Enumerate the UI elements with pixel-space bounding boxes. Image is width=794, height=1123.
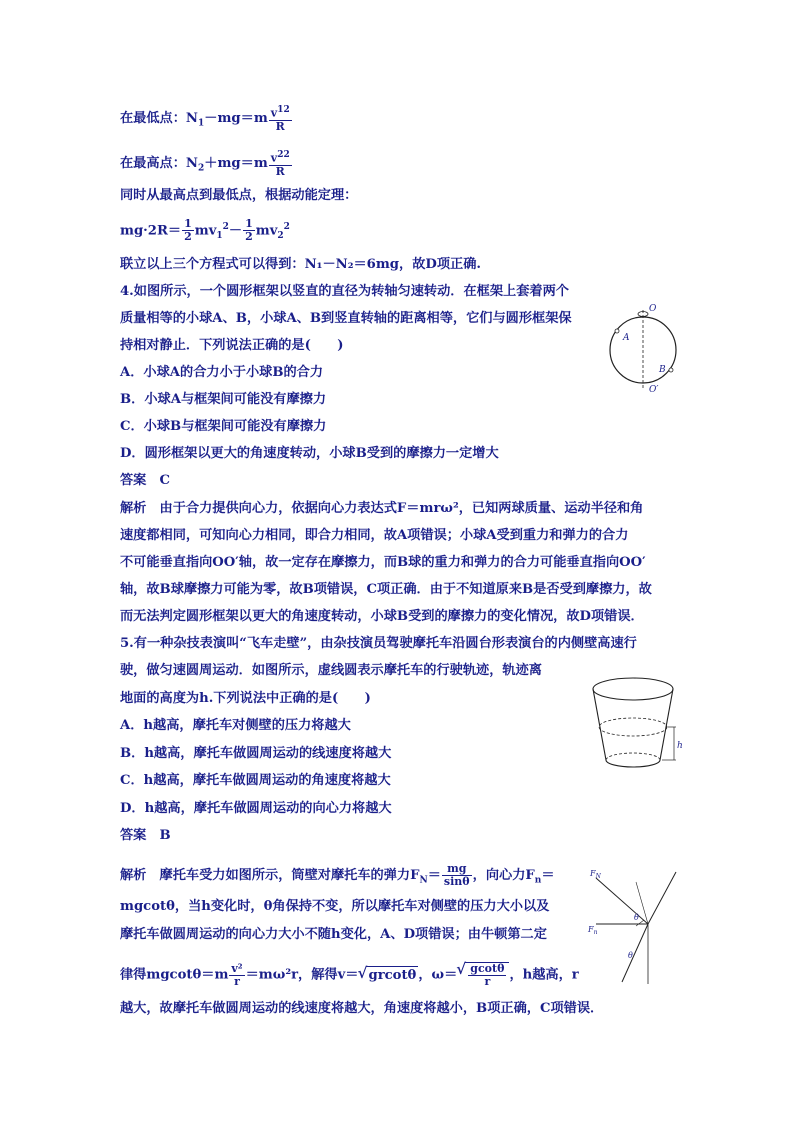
q5-stem-line3: 地面的高度为h.下列说法中正确的是( )	[120, 691, 371, 706]
q5-label-h: h	[677, 741, 683, 751]
q4-analysis-line3: 不可能垂直指向OO′轴，故一定存在摩擦力，而B球的重力和弹力的合力可能垂直指向OO′	[120, 555, 646, 570]
combine-result: 联立以上三个方程式可以得到：N₁－N₂＝6mg，故D项正确.	[120, 257, 481, 272]
q5-force-diagram	[586, 862, 682, 992]
q5-option-b: B．h越高，摩托车做圆周运动的线速度将越大	[120, 746, 392, 761]
q5-analysis-line2: mgcotθ，当h变化时，θ角保持不变，所以摩托车对侧壁的压力大小以及	[120, 899, 550, 914]
q4-label-o-bottom: O′	[649, 385, 659, 395]
equation-lowest-point: 在最低点：$N_1-mg=m$ $\frac{v^{12}}{R}$	[120, 105, 290, 133]
force-label-fn-centripetal: $F_n$	[588, 925, 598, 936]
q4-label-b: B	[659, 365, 666, 375]
q4-answer: 答案 C	[120, 473, 171, 488]
q4-stem-line1: 4.如图所示，一个圆形框架以竖直的直径为转轴匀速转动．在框架上套着两个	[120, 284, 569, 299]
energy-equation: mg·2R＝ $\frac{1}{2}$ $mv_1^2-$ $\frac{1}{2}$ $mv_2^2$	[120, 217, 290, 244]
angle-theta-lower: θ	[628, 951, 633, 960]
q4-analysis-line1: 解析 由于合力提供向心力，依据向心力表达式F＝mrω²，已知两球质量、运动半径和角	[120, 501, 644, 516]
q5-stem-line2: 驶，做匀速圆周运动．如图所示，虚线圆表示摩托车的行驶轨迹，轨迹离	[120, 663, 542, 678]
q4-option-d: D．圆形框架以更大的角速度转动，小球B受到的摩擦力一定增大	[120, 446, 499, 461]
q5-analysis-line1: 解析 摩托车受力如图所示，筒壁对摩托车的弹力$F_N=$ $\frac{mg}{\sin\theta}$ ，向心力$F_n=$	[120, 862, 555, 888]
q5-analysis-line4: 律得mgcotθ＝m $\frac{\text{v²}}{r}$ ＝mω²r，解得v＝√ grcotθ ，ω＝ √ $\frac{gcot\theta}{r}$ ，h越高，r	[120, 962, 579, 988]
q5-analysis-line3: 摩托车做圆周运动的向心力大小不随h变化，A、D项错误；由牛顿第二定	[120, 927, 547, 942]
q5-answer: 答案 B	[120, 828, 171, 843]
q5-stem-line1: 5.有一种杂技表演叫“飞车走壁”，由杂技演员驾驶摩托车沿圆台形表演台的内侧壁高速行	[120, 636, 637, 651]
q5-cone-arena-figure	[588, 672, 688, 772]
q4-circle-frame-figure	[605, 300, 685, 395]
q4-stem-line2: 质量相等的小球A、B，小球A、B到竖直转轴的距离相等，它们与圆形框架保	[120, 311, 572, 326]
q5-option-d: D．h越高，摩托车做圆周运动的向心力将越大	[120, 801, 392, 816]
q4-option-c: C．小球B与框架间可能没有摩擦力	[120, 419, 327, 434]
q4-analysis-line5: 而无法判定圆形框架以更大的角速度转动，小球B受到的摩擦力的变化情况，故D项错误．	[120, 609, 644, 624]
q5-option-c: C．h越高，摩托车做圆周运动的角速度将越大	[120, 773, 391, 788]
q4-analysis-line2: 速度都相同，可知向心力相同，即合力相同，故A项错误；小球A受到重力和弹力的合力	[120, 528, 629, 543]
equation-highest-point: 在最高点：$N_2+mg=m$ $\frac{v^{22}}{R}$	[120, 150, 290, 178]
q4-label-a: A	[623, 333, 630, 343]
q4-label-o-top: O	[649, 304, 657, 314]
q4-option-b: B．小球A与框架间可能没有摩擦力	[120, 392, 327, 407]
q4-analysis-line4: 轴，故B球摩擦力可能为零，故B项错误，C项正确．由于不知道原来B是否受到摩擦力，故	[120, 582, 652, 597]
q5-option-a: A．h越高，摩托车对侧壁的压力将越大	[120, 718, 351, 733]
energy-intro-text: 同时从最高点到最低点，根据动能定理：	[120, 188, 358, 203]
q4-stem-line3: 持相对静止．下列说法正确的是( )	[120, 338, 344, 353]
angle-theta-upper: θ	[634, 913, 639, 922]
q4-option-a: A．小球A的合力小于小球B的合力	[120, 365, 324, 380]
force-label-fn: $F_N$	[590, 869, 601, 880]
q5-analysis-line5: 越大，故摩托车做圆周运动的线速度将越大，角速度将越小，B项正确，C项错误．	[120, 1001, 604, 1016]
